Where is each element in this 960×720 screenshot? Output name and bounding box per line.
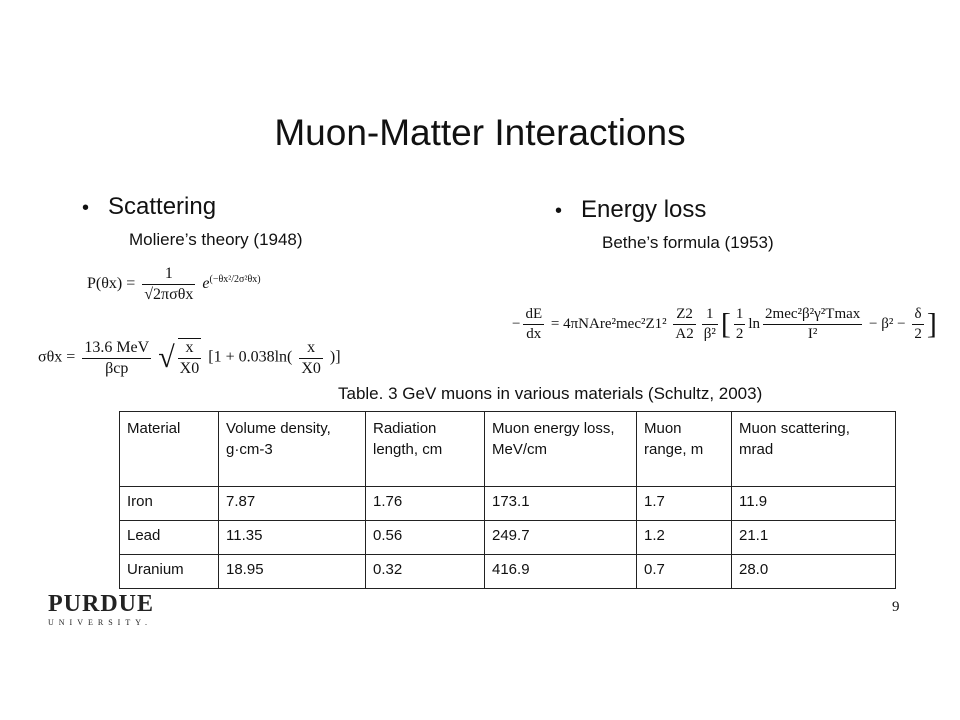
bullet-scattering	[82, 193, 216, 221]
table-row	[120, 487, 896, 521]
cell-scattering: 11.9	[732, 487, 896, 521]
cell-density: 18.95	[219, 555, 366, 589]
cell-material: Iron	[120, 487, 219, 521]
bethe-lhs-fraction	[523, 306, 544, 343]
bethe-half-denominator: 2	[735, 326, 744, 342]
eq2-ln-fraction	[299, 339, 323, 378]
bethe-mid: = 4πNAre²mec²Z1²	[550, 315, 667, 332]
bethe-open-bracket: [	[720, 307, 731, 341]
eq2-fraction	[82, 339, 151, 378]
moliere-subtitle: Moliere’s theory (1948)	[129, 230, 303, 249]
cell-density: 11.35	[219, 521, 366, 555]
bullet-energy-loss	[555, 196, 706, 224]
cell-material: Lead	[120, 521, 219, 555]
eq1-lhs: P(θx) =	[87, 275, 136, 293]
eq2-root-fraction	[178, 338, 202, 378]
bethe-beta-denominator: β²	[703, 326, 716, 342]
header-muon-scattering: Muon scattering, mrad	[732, 412, 896, 487]
cell-energy-loss: 416.9	[485, 555, 637, 589]
cell-range: 0.7	[637, 555, 732, 589]
bethe-delta-denominator: 2	[914, 326, 922, 342]
bethe-z-fraction	[673, 306, 695, 343]
bethe-lhs-denominator: dx	[526, 326, 542, 342]
eq1-denominator: √2πσθx	[144, 286, 194, 303]
header-energy-loss: Muon energy loss, MeV/cm	[485, 412, 637, 487]
sqrt-icon: √	[158, 341, 175, 374]
cell-density: 7.87	[219, 487, 366, 521]
eq1-fraction	[142, 265, 195, 304]
bethe-delta-fraction	[912, 306, 924, 343]
eq1-exponent: (−θx²/2σ²θx)	[209, 273, 261, 285]
header-radiation-length: Radiation length, cm	[366, 412, 485, 487]
bethe-minus: −	[512, 315, 521, 332]
eq2-denominator: βcp	[105, 359, 129, 377]
cell-radiation-length: 0.32	[366, 555, 485, 589]
bethe-delta-numerator: δ	[912, 306, 924, 325]
bethe-beta-numerator: 1	[702, 306, 718, 325]
eq2-bracket: [1 + 0.038ln(	[208, 348, 293, 366]
bullet-energy-loss-label: Energy loss	[581, 196, 707, 223]
muon-materials-table	[119, 411, 896, 589]
bethe-half-fraction	[734, 306, 746, 343]
cell-material: Uranium	[120, 555, 219, 589]
bethe-z-numerator: Z2	[673, 306, 695, 325]
table-row	[120, 521, 896, 555]
eq2-lhs: σθx =	[38, 348, 76, 366]
bullet-dot-icon: •	[82, 197, 90, 219]
equation-bethe	[512, 306, 937, 343]
bethe-tail: − β² −	[869, 315, 906, 332]
bethe-ln: ln	[748, 315, 761, 332]
bethe-subtitle: Bethe’s formula (1953)	[602, 233, 774, 252]
table-header-row	[120, 412, 896, 487]
eq2-ln-denominator: X0	[301, 359, 321, 377]
bethe-lhs-numerator: dE	[523, 306, 544, 325]
page-number: 9	[892, 599, 900, 615]
purdue-logo	[48, 591, 154, 627]
bethe-t-denominator: I²	[807, 326, 818, 342]
bethe-t-numerator: 2mec²β²γ²Tmax	[763, 306, 862, 325]
header-volume-density	[219, 412, 366, 487]
table-caption: Table. 3 GeV muons in various materials (Schultz, 2003)	[338, 384, 763, 403]
cell-scattering: 21.1	[732, 521, 896, 555]
bethe-t-fraction	[763, 306, 862, 343]
eq2-root-numerator: x	[178, 339, 202, 359]
cell-scattering: 28.0	[732, 555, 896, 589]
bethe-beta-fraction	[702, 306, 718, 343]
bethe-close-bracket: ]	[926, 307, 937, 341]
cell-energy-loss: 249.7	[485, 521, 637, 555]
equation-scattering-angle	[38, 338, 341, 378]
slide-title: Muon-Matter Interactions	[274, 112, 686, 153]
cell-radiation-length: 1.76	[366, 487, 485, 521]
header-material: Material	[120, 412, 219, 487]
bethe-half-numerator: 1	[734, 306, 746, 325]
eq2-numerator: 13.6 MeV	[82, 339, 151, 359]
cell-range: 1.7	[637, 487, 732, 521]
eq1-numerator: 1	[142, 265, 195, 285]
eq2-root-denominator: X0	[179, 360, 200, 377]
bullet-scattering-label: Scattering	[108, 193, 217, 220]
header-muon-range: Muon range, m	[637, 412, 732, 487]
eq2-close: )]	[329, 348, 341, 366]
cell-energy-loss: 173.1	[485, 487, 637, 521]
bullet-dot-icon: •	[555, 200, 563, 222]
cell-radiation-length: 0.56	[366, 521, 485, 555]
bethe-z-denominator: A2	[675, 326, 694, 342]
cell-range: 1.2	[637, 521, 732, 555]
eq2-ln-numerator: x	[299, 339, 323, 359]
eq1-exp-base: e	[202, 275, 210, 293]
purdue-logo-university: UNIVERSITY.	[48, 618, 152, 627]
purdue-logo-word: PURDUE	[48, 591, 154, 617]
equation-moliere-distribution	[87, 265, 261, 304]
header-volume-density-label: Volume density, g·cm-3	[226, 420, 331, 458]
table-row	[120, 555, 896, 589]
